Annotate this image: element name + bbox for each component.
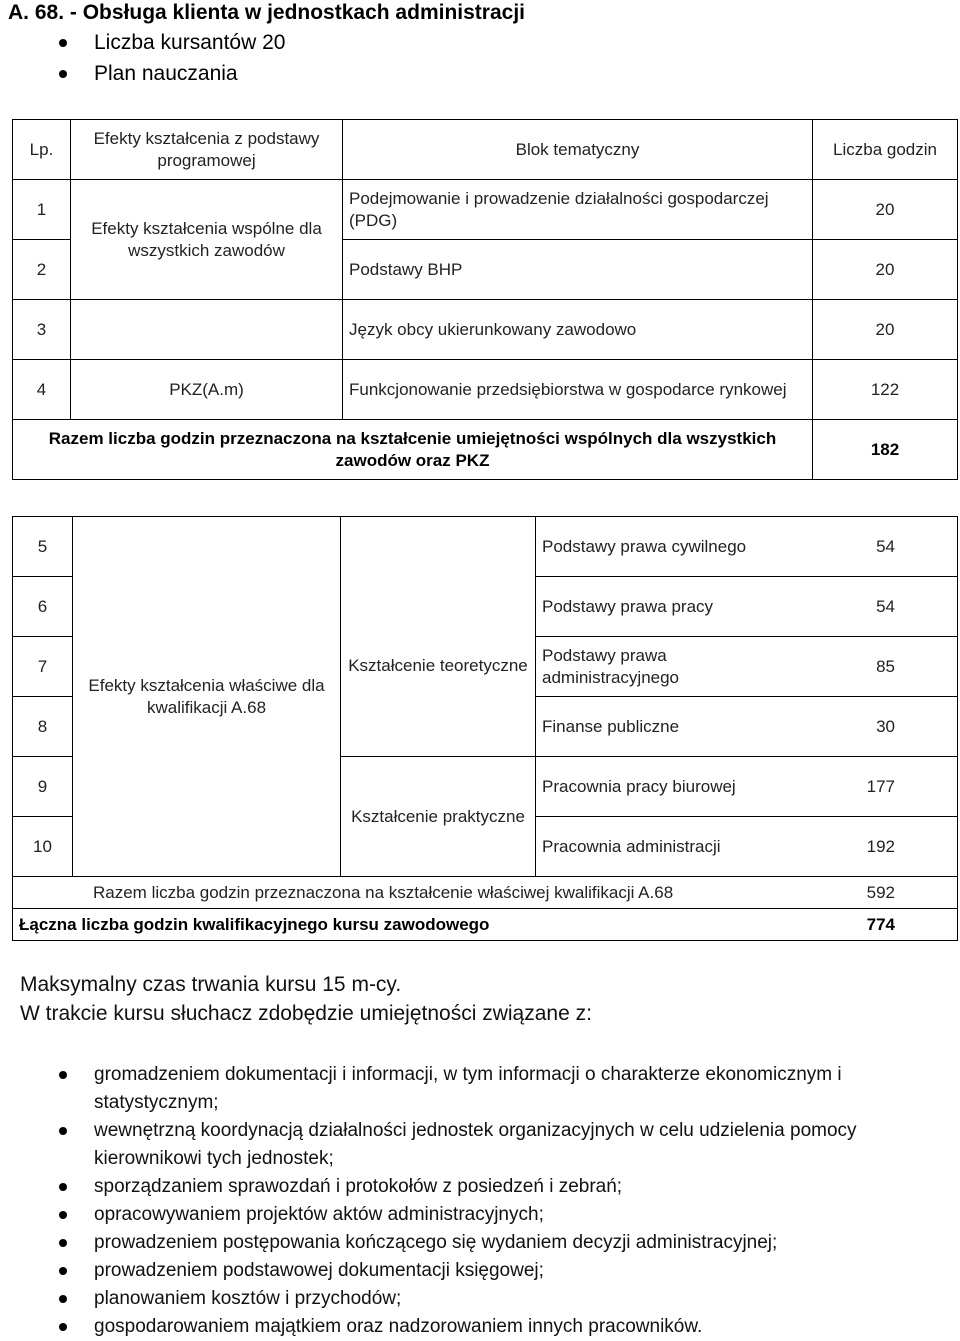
course-meta-list xyxy=(52,27,285,89)
row-blok: Język obcy ukierunkowany zawodowo xyxy=(343,300,813,360)
row-blok: Pracownia pracy biurowej xyxy=(542,776,736,796)
row-lp: 4 xyxy=(13,360,71,420)
row-godziny: 30 xyxy=(876,716,895,736)
row-blok: Podstawy prawa pracy xyxy=(542,596,714,616)
row-blok-hours xyxy=(536,817,958,877)
row-efekty: Efekty kształcenia właściwe dla kwalifikacji A.68 xyxy=(73,517,341,877)
course-duration: Maksymalny czas trwania kursu 15 m-cy. xyxy=(20,973,402,996)
row-lp: 7 xyxy=(13,637,73,697)
row-lp: 2 xyxy=(13,240,71,300)
row-lp: 1 xyxy=(13,180,71,240)
subtotal-cell xyxy=(13,877,958,909)
course-summary xyxy=(20,970,592,1028)
row-blok-hours xyxy=(536,517,958,577)
meta-plan: Plan nauczania xyxy=(52,58,285,89)
group-practice: Kształcenie praktyczne xyxy=(341,757,536,877)
list-item: wewnętrzną koordynacją działalności jednostek organizacyjnych w celu udzielenia pomocy kierownikowi tych jednostek; xyxy=(52,1117,932,1173)
header-blok: Blok tematyczny xyxy=(343,120,813,180)
grand-total-label: Łączna liczba godzin kwalifikacyjnego kursu zawodowego xyxy=(19,914,490,934)
table-total-row xyxy=(13,420,958,480)
subtotal-label: Razem liczba godzin przeznaczona na kształcenie właściwej kwalifikacji A.68 xyxy=(93,882,674,902)
row-blok: Podstawy prawa administracyjnego xyxy=(542,645,680,687)
grand-total-cell xyxy=(13,909,958,941)
row-godziny: 20 xyxy=(813,300,958,360)
row-blok-hours xyxy=(536,697,958,757)
row-godziny: 122 xyxy=(813,360,958,420)
list-item: prowadzeniem podstawowej dokumentacji księgowej; xyxy=(52,1257,932,1285)
row-blok-hours xyxy=(536,637,958,697)
row-lp: 8 xyxy=(13,697,73,757)
skills-list xyxy=(52,1061,932,1341)
meta-participants: Liczba kursantów 20 xyxy=(52,27,285,58)
row-blok: Pracownia administracji xyxy=(542,836,721,856)
header-lp: Lp. xyxy=(13,120,71,180)
table-row xyxy=(13,360,958,420)
row-blok-hours xyxy=(536,757,958,817)
qualification-table xyxy=(12,516,958,941)
grand-total-row xyxy=(13,909,958,941)
table-header-row xyxy=(13,120,958,180)
total-label: Razem liczba godzin przeznaczona na kształcenie umiejętności wspólnych dla wszystkich zawodów oraz PKZ xyxy=(13,420,813,480)
list-item: opracowywaniem projektów aktów administracyjnych; xyxy=(52,1201,932,1229)
row-blok-hours xyxy=(536,577,958,637)
list-item: gospodarowaniem majątkiem oraz nadzorowaniem innych pracowników. xyxy=(52,1313,932,1341)
row-godziny: 54 xyxy=(876,596,895,616)
row-blok: Finanse publiczne xyxy=(542,716,680,736)
row-godziny: 20 xyxy=(813,240,958,300)
row-godziny: 85 xyxy=(876,656,895,676)
total-value: 182 xyxy=(813,420,958,480)
grand-total-value: 774 xyxy=(866,914,895,934)
subtotal-value: 592 xyxy=(866,882,895,902)
row-godziny: 54 xyxy=(876,536,895,556)
table-row xyxy=(13,300,958,360)
row-godziny: 20 xyxy=(813,180,958,240)
row-lp: 5 xyxy=(13,517,73,577)
list-item: planowaniem kosztów i przychodów; xyxy=(52,1285,932,1313)
common-competences-table xyxy=(12,119,958,480)
document-title: A. 68. - Obsługa klienta w jednostkach administracji xyxy=(8,1,525,24)
group-empty xyxy=(341,517,536,577)
row-blok: Podejmowanie i prowadzenie działalności gospodarczej (PDG) xyxy=(343,180,813,240)
group-theory: Kształcenie teoretyczne xyxy=(341,577,536,757)
list-item: gromadzeniem dokumentacji i informacji, w tym informacji o charakterze ekonomicznym i statystycznym; xyxy=(52,1061,932,1117)
row-blok: Podstawy BHP xyxy=(343,240,813,300)
header-efekty: Efekty kształcenia z podstawy programowej xyxy=(71,120,343,180)
skills-intro: W trakcie kursu słuchacz zdobędzie umiejętności związane z: xyxy=(20,1002,592,1025)
table-row xyxy=(13,517,958,577)
subtotal-row xyxy=(13,877,958,909)
list-item: prowadzeniem postępowania kończącego się wydaniem decyzji administracyjnej; xyxy=(52,1229,932,1257)
header-godziny: Liczba godzin xyxy=(813,120,958,180)
row-lp: 10 xyxy=(13,817,73,877)
row-lp: 3 xyxy=(13,300,71,360)
row-godziny: 192 xyxy=(866,836,895,856)
row-lp: 9 xyxy=(13,757,73,817)
row-efekty: Efekty kształcenia wspólne dla wszystkich zawodów xyxy=(71,180,343,300)
list-item: sporządzaniem sprawozdań i protokołów z posiedzeń i zebrań; xyxy=(52,1173,932,1201)
row-blok: Funkcjonowanie przedsiębiorstwa w gospodarce rynkowej xyxy=(343,360,813,420)
row-godziny: 177 xyxy=(866,776,895,796)
table-row xyxy=(13,180,958,240)
row-efekty-empty xyxy=(71,300,343,360)
row-lp: 6 xyxy=(13,577,73,637)
row-efekty: PKZ(A.m) xyxy=(71,360,343,420)
row-blok: Podstawy prawa cywilnego xyxy=(542,536,747,556)
